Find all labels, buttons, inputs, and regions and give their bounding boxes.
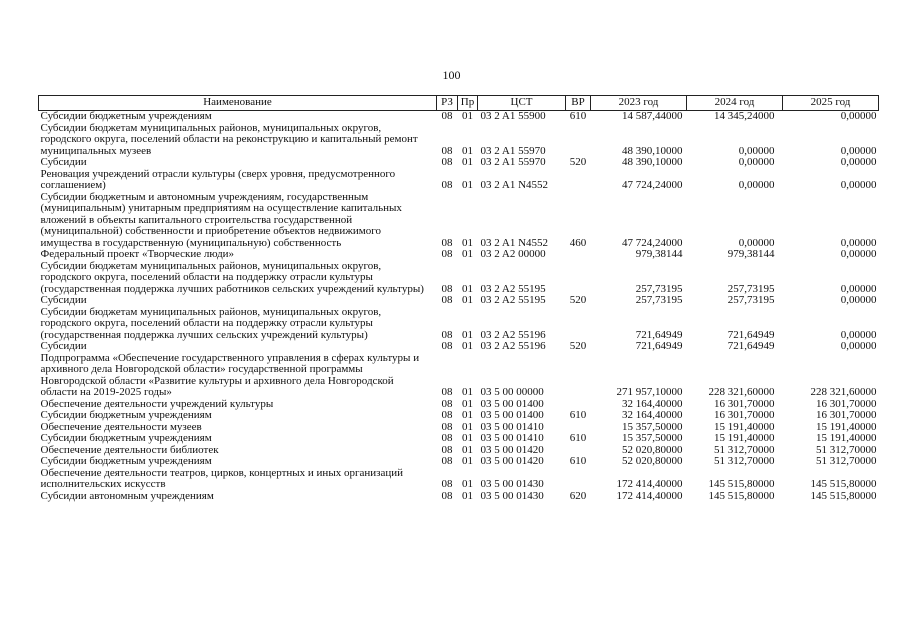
- cell-rz: 08: [441, 489, 453, 502]
- cell-amount-2024: 257,73195: [727, 282, 775, 295]
- cell-cst: 03 5 00 01400: [480, 409, 544, 421]
- header-name: Наименование: [39, 96, 437, 111]
- cell-pr: 01: [462, 340, 473, 352]
- cell-name: Субсидии бюджетам муниципальных районов, муниципальных округов, городского округа, поселений области на поддержку отрасли культуры (государственная поддержка лучших сельских учреждений культуры): [40, 305, 382, 341]
- cell-pr: 01: [462, 478, 473, 490]
- cell-amount-2025: 0,00000: [840, 248, 877, 260]
- header-cst: ЦСТ: [478, 96, 566, 111]
- cell-amount-2023: 172 414,40000: [616, 478, 683, 490]
- cell-pr: 01: [462, 397, 473, 410]
- cell-vr: 610: [569, 432, 587, 444]
- cell-rz: 08: [441, 432, 453, 444]
- cell-amount-2025: 0,00000: [840, 340, 877, 352]
- cell-amount-2025: 0,00000: [840, 110, 877, 122]
- cell-amount-2023: 721,64949: [635, 328, 683, 341]
- cell-amount-2024: 15 191,40000: [714, 432, 775, 444]
- cell-pr: 01: [462, 236, 473, 249]
- table-row: [39, 169, 879, 192]
- table-row: [39, 341, 879, 353]
- cell-rz: 08: [441, 248, 453, 260]
- cell-amount-2023: 172 414,40000: [616, 489, 683, 502]
- cell-amount-2024: 0,00000: [738, 144, 775, 157]
- table-row: [39, 410, 879, 422]
- cell-name: Субсидии: [40, 156, 87, 168]
- budget-table: [38, 95, 879, 502]
- cell-name: Подпрограмма «Обеспечение государственного управления в сферах культуры и архивного дела Новгородской области» государственной программы Новгородской области «Развитие культуры и архивного дела Новгородской области на 2019-2025 годы»: [40, 351, 420, 398]
- cell-amount-2023: 14 587,44000: [622, 110, 683, 122]
- cell-amount-2025: 0,00000: [840, 156, 877, 168]
- cell-cst: 03 2 A2 55196: [480, 340, 546, 352]
- cell-rz: 08: [441, 420, 453, 433]
- cell-amount-2025: 0,00000: [840, 282, 877, 295]
- cell-amount-2025: 0,00000: [840, 144, 877, 157]
- cell-vr: 610: [569, 455, 587, 467]
- cell-name: Субсидии бюджетным учреждениям: [40, 432, 212, 444]
- cell-amount-2023: 47 724,24000: [622, 179, 683, 191]
- cell-name: Субсидии бюджетным учреждениям: [40, 455, 212, 467]
- cell-rz: 08: [441, 386, 453, 398]
- table-row: [39, 111, 879, 123]
- cell-amount-2024: 145 515,80000: [708, 489, 775, 502]
- cell-amount-2024: 721,64949: [727, 328, 775, 341]
- cell-pr: 01: [462, 294, 473, 306]
- cell-amount-2023: 271 957,10000: [616, 386, 683, 398]
- cell-name: Субсидии: [40, 340, 87, 352]
- cell-pr: 01: [462, 386, 473, 398]
- cell-name: Реновация учреждений отрасли культуры (сверх уровня, предусмотренного соглашением): [40, 167, 396, 191]
- table-row: [39, 192, 879, 250]
- cell-vr: [566, 249, 591, 261]
- cell-rz: 08: [441, 443, 453, 456]
- cell-amount-2024: 0,00000: [738, 179, 775, 191]
- cell-amount-2024: 0,00000: [738, 236, 775, 249]
- cell-rz: 08: [441, 455, 453, 467]
- cell-cst: 03 2 A1 N4552: [480, 236, 549, 249]
- cell-amount-2024: 51 312,70000: [714, 443, 775, 456]
- cell-amount-2025: 51 312,70000: [816, 443, 877, 456]
- cell-rz: 08: [441, 144, 453, 157]
- header-year-2023: 2023 год: [591, 96, 687, 111]
- cell-amount-2024: 16 301,70000: [714, 397, 775, 410]
- cell-amount-2025: 15 191,40000: [816, 432, 877, 444]
- cell-vr: [566, 468, 591, 491]
- table-row: [39, 123, 879, 158]
- table-row: [39, 295, 879, 307]
- cell-rz: 08: [441, 294, 453, 306]
- cell-name: Субсидии: [40, 294, 87, 306]
- header-vr: ВР: [566, 96, 591, 111]
- cell-amount-2023: 32 164,40000: [622, 397, 683, 410]
- cell-pr: 01: [462, 156, 473, 168]
- cell-amount-2025: 228 321,60000: [810, 386, 877, 398]
- table-row: [39, 491, 879, 503]
- cell-amount-2023: 52 020,80000: [622, 443, 683, 456]
- cell-vr: 520: [569, 156, 587, 168]
- cell-vr: 620: [569, 489, 587, 502]
- table-row: [39, 157, 879, 169]
- table-row: [39, 433, 879, 445]
- cell-rz: 08: [441, 478, 453, 490]
- cell-cst: 03 2 A1 55970: [480, 144, 546, 157]
- cell-pr: 01: [462, 409, 473, 421]
- cell-amount-2023: 15 357,50000: [622, 432, 683, 444]
- cell-vr: 610: [569, 409, 587, 421]
- cell-amount-2024: 0,00000: [738, 156, 775, 168]
- table-row: [39, 468, 879, 491]
- cell-pr: 01: [462, 248, 473, 260]
- cell-name: Субсидии автономным учреждениям: [40, 489, 214, 502]
- cell-vr: 520: [569, 340, 587, 352]
- header-pr: Пр: [458, 96, 478, 111]
- cell-name: Обеспечение деятельности театров, цирков, концертных и иных организаций исполнительских искусств: [40, 466, 404, 490]
- cell-amount-2023: 47 724,24000: [622, 236, 683, 249]
- cell-amount-2024: 721,64949: [727, 340, 775, 352]
- cell-amount-2025: 16 301,70000: [816, 409, 877, 421]
- cell-amount-2023: 32 164,40000: [622, 409, 683, 421]
- cell-cst: 03 2 A2 55195: [480, 282, 546, 295]
- cell-pr: 01: [462, 282, 473, 295]
- cell-pr: 01: [462, 432, 473, 444]
- cell-vr: [566, 307, 591, 342]
- cell-amount-2023: 257,73195: [635, 282, 683, 295]
- cell-vr: [566, 353, 591, 399]
- cell-name: Субсидии бюджетным и автономным учреждениям, государственным (муниципальным) унитарным предприятиям на осуществление капитальных вложений в объекты капитального строительства государственной (муниципальной) собственности и приобретение объектов недвижимого имущества в государственную (муниципальную) собственность: [40, 190, 402, 249]
- cell-vr: [566, 261, 591, 296]
- cell-name: Субсидии бюджетам муниципальных районов, муниципальных округов, городского округа, поселений области на поддержку отрасли культуры (государственная поддержка лучших работников сельских учреждений культуры): [40, 259, 424, 295]
- cell-amount-2024: 145 515,80000: [708, 478, 775, 490]
- cell-name: Субсидии бюджетным учреждениям: [40, 409, 212, 421]
- cell-cst: 03 5 00 01430: [480, 489, 544, 502]
- cell-pr: 01: [462, 443, 473, 456]
- cell-cst: 03 2 A2 55195: [480, 294, 546, 306]
- cell-name: Обеспечение деятельности учреждений культуры: [40, 397, 274, 410]
- cell-pr: 01: [462, 144, 473, 157]
- cell-cst: 03 5 00 01430: [480, 478, 544, 490]
- cell-rz: 08: [441, 179, 453, 191]
- cell-pr: 01: [462, 328, 473, 341]
- cell-rz: 08: [441, 236, 453, 249]
- cell-amount-2025: 0,00000: [840, 179, 877, 191]
- cell-amount-2024: 979,38144: [727, 248, 775, 260]
- cell-name: Обеспечение деятельности музеев: [40, 420, 202, 433]
- cell-cst: 03 2 A1 55900: [480, 110, 546, 122]
- cell-vr: 520: [569, 294, 587, 306]
- cell-rz: 08: [441, 110, 453, 122]
- table-row: [39, 353, 879, 399]
- cell-pr: 01: [462, 179, 473, 191]
- cell-pr: 01: [462, 110, 473, 122]
- cell-rz: 08: [441, 156, 453, 168]
- table-row: [39, 261, 879, 296]
- cell-amount-2025: 15 191,40000: [816, 420, 877, 433]
- header-year-2025: 2025 год: [783, 96, 879, 111]
- cell-cst: 03 2 A2 55196: [480, 328, 546, 341]
- cell-amount-2023: 721,64949: [635, 340, 683, 352]
- table-header: [39, 96, 879, 111]
- page-number: 100: [442, 68, 461, 82]
- cell-vr: [566, 123, 591, 158]
- cell-amount-2024: 257,73195: [727, 294, 775, 306]
- cell-rz: 08: [441, 409, 453, 421]
- table-row: [39, 307, 879, 342]
- cell-amount-2024: 16 301,70000: [714, 409, 775, 421]
- cell-rz: 08: [441, 397, 453, 410]
- cell-vr: 610: [569, 110, 587, 122]
- cell-amount-2025: 0,00000: [840, 294, 877, 306]
- cell-pr: 01: [462, 489, 473, 502]
- header-rz: РЗ: [437, 96, 458, 111]
- cell-cst: 03 5 00 01410: [480, 420, 544, 433]
- cell-amount-2023: 257,73195: [635, 294, 683, 306]
- cell-amount-2024: 14 345,24000: [714, 110, 775, 122]
- cell-name: Федеральный проект «Творческие люди»: [40, 248, 235, 260]
- cell-amount-2023: 15 357,50000: [622, 420, 683, 433]
- cell-amount-2024: 15 191,40000: [714, 420, 775, 433]
- cell-cst: 03 5 00 01420: [480, 455, 544, 467]
- cell-amount-2025: 16 301,70000: [816, 397, 877, 410]
- cell-name: Субсидии бюджетным учреждениям: [40, 110, 212, 122]
- cell-amount-2025: 0,00000: [840, 328, 877, 341]
- table-row: [39, 456, 879, 468]
- cell-name: Субсидии бюджетам муниципальных районов, муниципальных округов, городского округа, поселений области на реконструкцию и капитальный ремонт муниципальных музеев: [40, 121, 418, 157]
- header-year-2024: 2024 год: [687, 96, 783, 111]
- cell-amount-2025: 145 515,80000: [810, 489, 877, 502]
- cell-amount-2025: 145 515,80000: [810, 478, 877, 490]
- cell-rz: 08: [441, 282, 453, 295]
- cell-cst: 03 2 A1 N4552: [480, 179, 549, 191]
- cell-cst: 03 2 A2 00000: [480, 248, 546, 260]
- cell-name: Обеспечение деятельности библиотек: [40, 443, 219, 456]
- cell-rz: 08: [441, 328, 453, 341]
- cell-vr: [566, 169, 591, 192]
- cell-amount-2024: 51 312,70000: [714, 455, 775, 467]
- cell-cst: 03 5 00 01410: [480, 432, 544, 444]
- cell-amount-2023: 979,38144: [635, 248, 683, 260]
- cell-cst: 03 5 00 01400: [480, 397, 544, 410]
- cell-amount-2023: 52 020,80000: [622, 455, 683, 467]
- cell-amount-2024: 228 321,60000: [708, 386, 775, 398]
- cell-amount-2023: 48 390,10000: [622, 156, 683, 168]
- cell-vr: 460: [569, 236, 587, 249]
- cell-cst: 03 2 A1 55970: [480, 156, 546, 168]
- table-body: [39, 111, 879, 503]
- cell-rz: 08: [441, 340, 453, 352]
- cell-amount-2023: 48 390,10000: [622, 144, 683, 157]
- cell-cst: 03 5 00 01420: [480, 443, 544, 456]
- cell-amount-2025: 51 312,70000: [816, 455, 877, 467]
- table-row: [39, 249, 879, 261]
- cell-cst: 03 5 00 00000: [480, 386, 544, 398]
- cell-pr: 01: [462, 420, 473, 433]
- cell-pr: 01: [462, 455, 473, 467]
- cell-amount-2025: 0,00000: [840, 236, 877, 249]
